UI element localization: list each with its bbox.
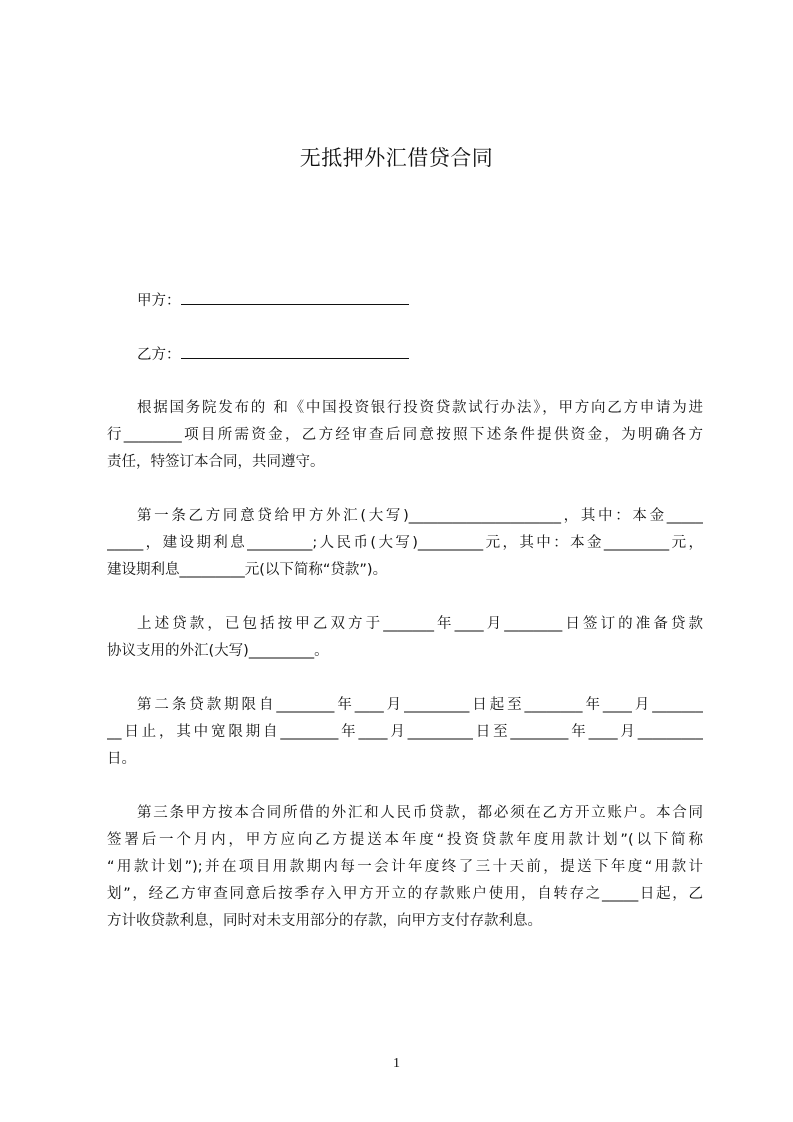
article-3-line-5: 方计收贷款利息，同时对未支用部分的存款，向甲方支付存款利息。: [107, 913, 542, 929]
party-b-row: [137, 344, 409, 365]
article-3-line-3: “用款计划”);并在项目用款期内每一会计年度终了三十天前，提送下年度“用款计: [107, 859, 703, 875]
loan-note-line-1: 上述贷款，已包括按甲乙双方于_______年____月________日签订的准备贷款: [137, 616, 703, 632]
party-a-label: 甲方：: [137, 293, 181, 309]
article-2-line-1: 第二条贷款期限自________年____月_________日起至________年____月_______: [137, 697, 703, 713]
page-number: 1: [393, 1056, 400, 1071]
article-3-line-2: 签署后一个月内，甲方应向乙方提送本年度“投资贷款年度用款计划”(以下简称: [107, 832, 703, 848]
party-b-label: 乙方：: [137, 347, 181, 363]
article-2-line-2: __日止，其中宽限期自________年____月_________日至________年____月_________: [107, 724, 703, 740]
party-a-blank[interactable]: [181, 290, 409, 305]
preamble-line-2: 行________项目所需资金，乙方经审查后同意按照下述条件提供资金，为明确各方: [107, 427, 703, 443]
article-3-line-1: 第三条甲方按本合同所借的外汇和人民币贷款，都必须在乙方开立账户。本合同: [137, 805, 703, 821]
article-1-line-2: _____，建设期利息_________;人民币(大写)_________元，其中：本金_________元，: [107, 535, 703, 551]
preamble-line-1: 根据国务院发布的 和《中国投资银行投资贷款试行办法》，甲方向乙方申请为进: [137, 400, 703, 416]
party-b-blank[interactable]: [181, 344, 409, 359]
article-2-line-3: 日。: [107, 751, 136, 767]
party-a-row: [137, 290, 409, 311]
loan-note-line-2: 协议支用的外汇(大写)_________。: [107, 643, 329, 659]
article-1-line-3: 建设期利息_________元(以下简称“贷款”)。: [107, 562, 388, 578]
document-title: 无抵押外汇借贷合同: [299, 146, 494, 170]
article-3-line-4: 划”，经乙方审查同意后按季存入甲方开立的存款账户使用，自转存之_____日起，乙: [107, 886, 703, 902]
article-1-line-1: 第一条乙方同意贷给甲方外汇(大写)_____________________，其中：本金_____: [137, 508, 703, 524]
preamble-line-3: 责任，特签订本合同，共同遵守。: [107, 454, 325, 470]
